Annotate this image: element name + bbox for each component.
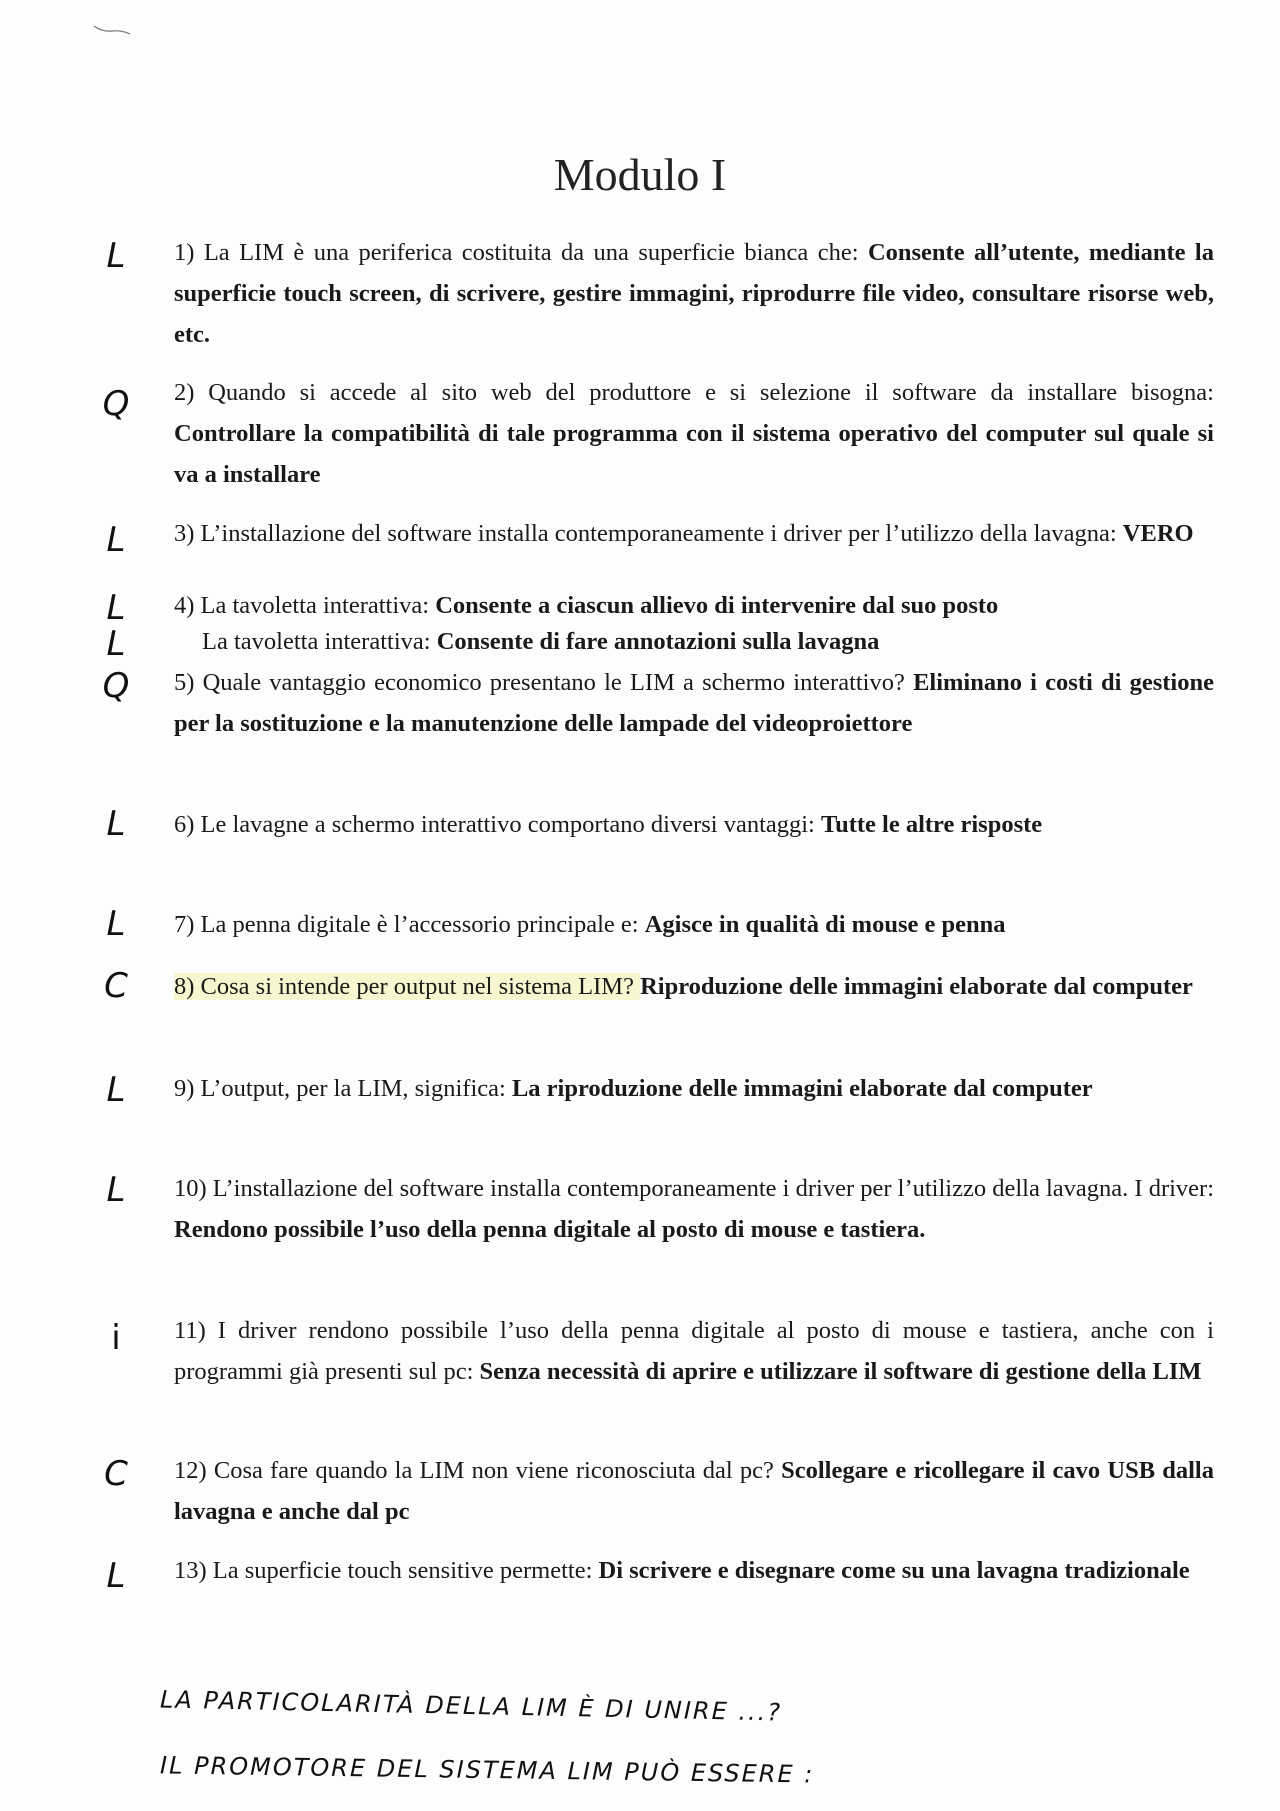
grade-mark: L — [106, 804, 126, 844]
question-9 — [174, 1068, 1214, 1109]
grade-mark: L — [106, 1170, 126, 1210]
question-2 — [174, 372, 1214, 495]
grade-mark: Q — [102, 384, 130, 424]
handwritten-note: IL PROMOTORE DEL SISTEMA LIM PUÒ ESSERE : — [159, 1751, 815, 1789]
question-13 — [174, 1550, 1214, 1591]
page-title: Modulo I — [553, 149, 727, 200]
answer-text: La riproduzione delle immagini elaborate dal computer — [511, 1075, 1093, 1102]
answer-text: Rendono possibile l’uso della penna digitale al posto di mouse e tastiera. — [174, 1216, 926, 1243]
handwritten-note: LA PARTICOLARITÀ DELLA LIM È DI UNIRE ...? — [159, 1685, 783, 1727]
answer-text: Eliminano i costi di gestione per la sostituzione e la manutenzione delle lampade del videoproiettore — [174, 669, 1214, 737]
question-12 — [174, 1450, 1214, 1532]
question-5 — [174, 662, 1214, 744]
question-text: 1) La LIM è una periferica costituita da una superficie bianca che: — [174, 239, 868, 266]
question-text: 9) L’output, per la LIM, significa: — [174, 1075, 512, 1102]
grade-mark: L — [106, 904, 126, 944]
grade-mark: L — [106, 520, 126, 560]
question-7 — [174, 904, 1214, 945]
question-3 — [174, 516, 1214, 552]
question-4b — [202, 624, 1212, 660]
question-8 — [174, 966, 1214, 1007]
question-text: 2) Quando si accede al sito web del produttore e si selezione il software da installare bisogna: — [174, 379, 1214, 406]
answer-text: Di scrivere e disegnare come su una lavagna tradizionale — [598, 1557, 1190, 1584]
pen-scratch-mark — [92, 22, 132, 38]
question-text: 3) L’installazione del software installa contemporaneamente i driver per l’utilizzo della lavagna: — [174, 520, 1123, 547]
question-10 — [174, 1168, 1214, 1250]
question-1 — [174, 232, 1214, 355]
question-text: 10) L’installazione del software installa contemporaneamente i driver per l’utilizzo della lavagna. I driver: — [174, 1175, 1214, 1202]
grade-mark: C — [104, 1454, 128, 1494]
grade-mark: L — [106, 1070, 126, 1110]
answer-text: Senza necessità di aprire e utilizzare il software di gestione della LIM — [479, 1358, 1202, 1385]
question-text: 5) Quale vantaggio economico presentano le LIM a schermo interattivo? — [174, 669, 914, 696]
grade-mark: L — [106, 588, 126, 628]
question-text: 13) La superficie touch sensitive permette: — [174, 1557, 599, 1584]
answer-text: Consente a ciascun allievo di intervenire dal suo posto — [435, 592, 999, 619]
question-text: 11) I driver rendono possibile l’uso della penna digitale al posto di mouse e tastiera, anche con i programmi già presenti sul pc: — [174, 1317, 1214, 1385]
question-text: La tavoletta interattiva: — [202, 628, 437, 655]
answer-text: Controllare la compatibilità di tale programma con il sistema operativo del computer sul quale si va a installare — [174, 420, 1214, 488]
grade-mark: Q — [102, 666, 130, 706]
answer-text: Consente all’utente, mediante la superficie touch screen, di scrivere, gestire immagini, riprodurre file video, consultare risorse web, etc. — [174, 239, 1214, 348]
grade-mark: i — [111, 1318, 121, 1358]
grade-mark: L — [106, 624, 126, 664]
question-11 — [174, 1310, 1214, 1392]
answer-text: Riproduzione delle immagini elaborate dal computer — [640, 973, 1193, 1000]
answer-text: Agisce in qualità di mouse e penna — [644, 911, 1006, 938]
grade-mark: C — [104, 966, 128, 1006]
question-text: 8) Cosa si intende per output nel sistema LIM? — [174, 973, 641, 1000]
question-text: 12) Cosa fare quando la LIM non viene riconosciuta dal pc? — [174, 1457, 782, 1484]
grade-mark: L — [106, 1556, 126, 1596]
question-6 — [174, 804, 1214, 845]
question-text: 4) La tavoletta interattiva: — [174, 592, 436, 619]
question-4 — [174, 588, 1214, 624]
question-text: 6) Le lavagne a schermo interattivo comportano diversi vantaggi: — [174, 811, 821, 838]
question-text: 7) La penna digitale è l’accessorio principale e: — [174, 911, 645, 938]
answer-text: Tutte le altre risposte — [821, 811, 1043, 838]
answer-text: VERO — [1122, 520, 1194, 547]
grade-mark: L — [106, 236, 126, 276]
answer-text: Consente di fare annotazioni sulla lavagna — [436, 628, 880, 655]
answer-text: Scollegare e ricollegare il cavo USB dalla lavagna e anche dal pc — [174, 1457, 1214, 1525]
